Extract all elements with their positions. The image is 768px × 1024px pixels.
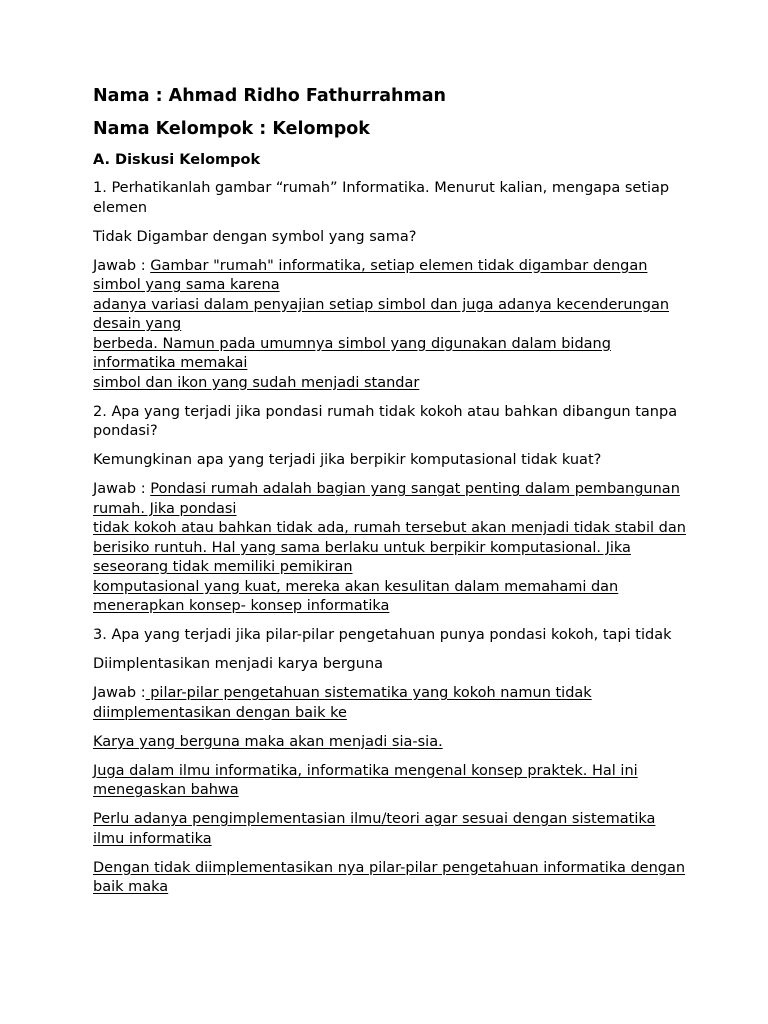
- q1-answer-line-3: berbeda. Namun pada umumnya simbol yang digunakan dalam bidang informatika memakai: [93, 335, 611, 371]
- q3-answer-paragraph-1: Karya yang berguna maka akan menjadi sia-sia.: [93, 733, 443, 750]
- q2-question-b: Kemungkinan apa yang terjadi jika berpikir komputasional tidak kuat?: [93, 452, 602, 468]
- q3-answer: [93, 684, 688, 723]
- q2-answer-line-2: tidak kokoh atau bahkan tidak ada, rumah tersebut akan menjadi tidak stabil dan berisiko runtuh. Hal yang sama berlaku untuk berpikir komputasional. Jika seseorang tidak memiliki pemikiran: [93, 520, 686, 575]
- q2-answer-line-3: komputasional yang kuat, mereka akan kesulitan dalam memahami dan menerapkan konsep- konsep informatika: [93, 578, 619, 614]
- student-name: Nama : Ahmad Ridho Fathurrahman: [93, 86, 446, 106]
- q2-question-a: 2. Apa yang terjadi jika pondasi rumah tidak kokoh atau bahkan dibangun tanpa pondasi?: [93, 403, 678, 439]
- q1-answer-line-4: simbol dan ikon yang sudah menjadi standar: [93, 374, 420, 391]
- q1-question-b: Tidak Digambar dengan symbol yang sama?: [93, 228, 417, 245]
- q3-question-b: Diimplentasikan menjadi karya berguna: [93, 656, 384, 672]
- q3-answer-label: Jawab :: [93, 685, 146, 701]
- q1-answer-label: Jawab :: [93, 257, 151, 274]
- q3-question-a: 3. Apa yang terjadi jika pilar-pilar pengetahuan punya pondasi kokoh, tapi tidak: [93, 627, 672, 643]
- q1-answer-line-1: Gambar "rumah" informatika, setiap elemen tidak digambar dengan simbol yang sama karena: [93, 257, 648, 293]
- q1-answer-line-2: adanya variasi dalam penyajian setiap simbol dan juga adanya kecenderungan desain yang: [93, 296, 670, 332]
- q2-answer-label: Jawab :: [93, 481, 151, 497]
- q2-answer-line-1: Pondasi rumah adalah bagian yang sangat penting dalam pembangunan rumah. Jika pondasi: [93, 481, 680, 517]
- q1-question-a: 1. Perhatikanlah gambar “rumah” Informatika. Menurut kalian, mengapa setiap elemen: [93, 180, 670, 216]
- q3-answer-paragraph-3: Perlu adanya pengimplementasian ilmu/teori agar sesuai dengan sistematika ilmu informatika: [93, 811, 656, 847]
- group-name: Nama Kelompok : Kelompok: [93, 119, 370, 139]
- q1-answer: [93, 257, 688, 394]
- section-title: A. Diskusi Kelompok: [93, 152, 261, 168]
- q3-answer-first: pilar-pilar pengetahuan sistematika yang kokoh namun tidak diimplementasikan dengan baik ke: [93, 685, 592, 721]
- q3-answer-paragraph-4: Dengan tidak diimplementasikan nya pilar-pilar pengetahuan informatika dengan baik maka: [93, 859, 686, 895]
- q2-answer: [93, 480, 688, 617]
- q3-answer-paragraph-2: Juga dalam ilmu informatika, informatika mengenal konsep praktek. Hal ini menegaskan bahwa: [93, 762, 638, 798]
